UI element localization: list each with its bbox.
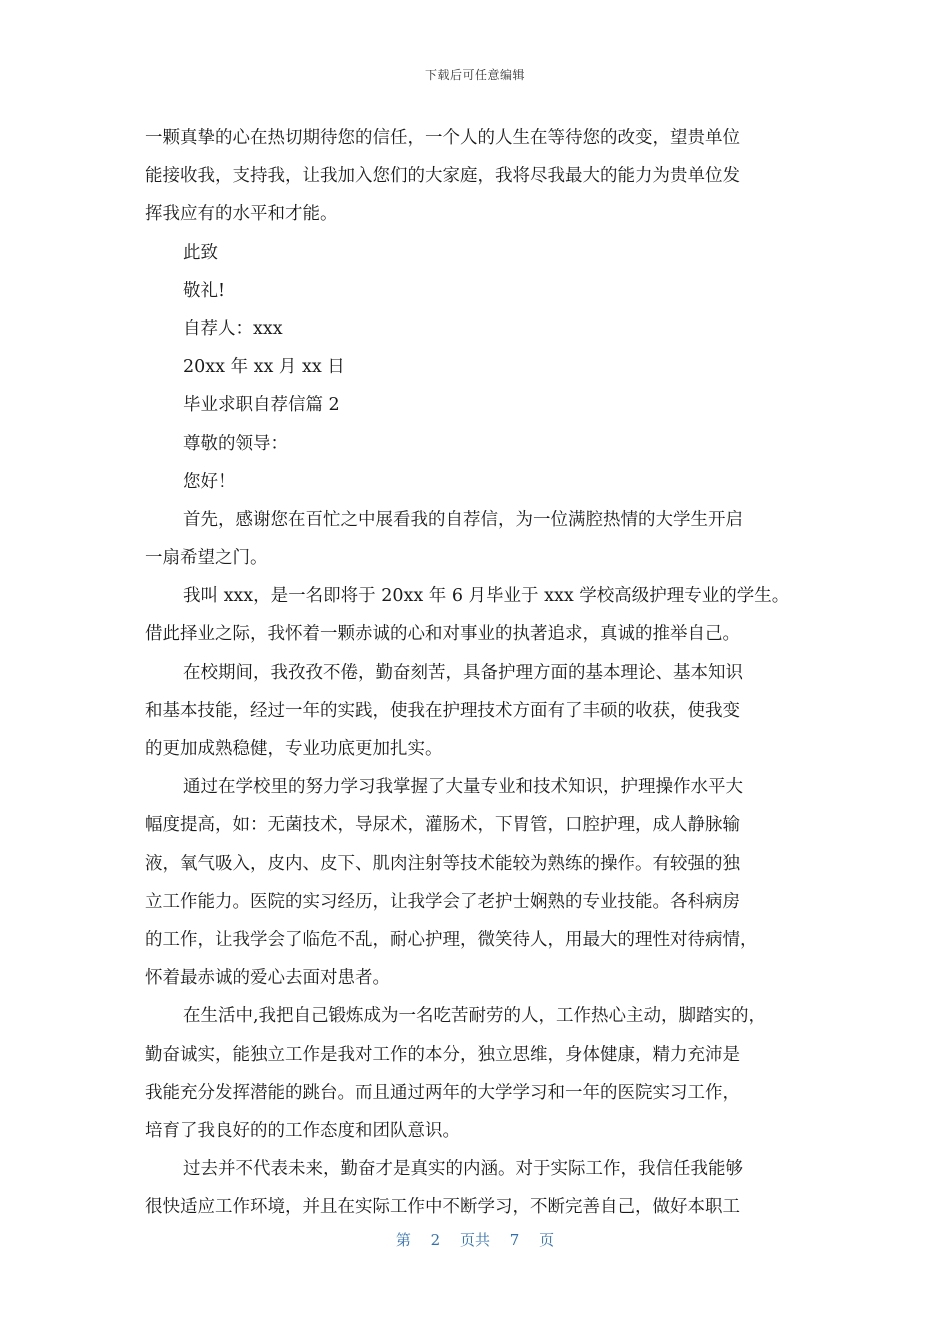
text-line: 首先，感谢您在百忙之中展看我的自荐信，为一位满腔热情的大学生开启	[183, 509, 743, 530]
text-line: 您好！	[183, 471, 236, 492]
page-number-footer	[0, 1229, 950, 1250]
document-body	[145, 119, 810, 1226]
text-line: 借此择业之际，我怀着一颗赤诚的心和对事业的执著追求，真诚的推举自己。	[145, 624, 740, 645]
text-line: 我叫 xxx，是一名即将于 20xx 年 6 月毕业于 xxx 学校高级护理专业的学生。	[183, 586, 790, 607]
text-line: 在校期间，我孜孜不倦，勤奋刻苦，具备护理方面的基本理论、基本知识	[183, 662, 743, 683]
header-note: 下载后可任意编辑	[424, 68, 525, 82]
text-line: 的更加成熟稳健，专业功底更加扎实。	[145, 739, 443, 759]
text-line: 通过在学校里的努力学习我掌握了大量专业和技术知识，护理操作水平大	[183, 777, 743, 798]
page-suffix: 页	[539, 1231, 555, 1249]
text-line: 在生活中,我把自己锻炼成为一名吃苦耐劳的人，工作热心主动，脚踏实的，	[183, 1006, 767, 1027]
text-line: 挥我应有的水平和才能。	[145, 204, 338, 225]
text-line: 能接收我，支持我，让我加入您们的大家庭，我将尽我最大的能力为贵单位发	[145, 166, 740, 187]
page-middle-text: 页共	[459, 1231, 490, 1249]
current-page-number: 2	[430, 1231, 441, 1249]
text-line: 培育了我良好的的工作态度和团队意识。	[145, 1120, 460, 1141]
text-line: 我能充分发挥潜能的跳台。而且通过两年的大学学习和一年的医院实习工作，	[145, 1082, 740, 1103]
total-pages-number: 7	[509, 1231, 520, 1249]
text-line: 液，氧气吸入，皮内、皮下、肌肉注射等技术能较为熟练的操作。有较强的独	[145, 853, 740, 874]
text-line: 的工作，让我学会了临危不乱，耐心护理，微笑待人，用最大的理性对待病情，	[145, 929, 758, 950]
page-prefix: 第	[395, 1231, 411, 1249]
text-line: 20xx 年 xx 月 xx 日	[183, 357, 345, 378]
text-line: 尊敬的领导：	[183, 433, 288, 454]
text-line: 立工作能力。医院的实习经历，让我学会了老护士娴熟的专业技能。各科病房	[145, 891, 740, 912]
text-line: 怀着最赤诚的爱心去面对患者。	[145, 968, 390, 989]
text-line: 一颗真挚的心在热切期待您的信任，一个人的人生在等待您的改变，望贵单位	[145, 128, 740, 148]
text-line: 敬礼!	[183, 280, 226, 301]
text-line: 幅度提高，如：无菌技术，导尿术，灌肠术，下胃管，口腔护理，成人静脉输	[145, 815, 740, 836]
text-line: 自荐人：xxx	[183, 318, 283, 339]
text-line: 和基本技能，经过一年的实践，使我在护理技术方面有了丰硕的收获，使我变	[145, 700, 740, 721]
text-line: 很快适应工作环境，并且在实际工作中不断学习，不断完善自己，做好本职工	[145, 1197, 740, 1218]
text-line: 过去并不代表未来，勤奋才是真实的内涵。对于实际工作，我信任我能够	[183, 1159, 743, 1180]
text-line: 毕业求职自荐信篇 2	[183, 395, 340, 416]
text-line: 勤奋诚实，能独立工作是我对工作的本分，独立思维，身体健康，精力充沛是	[145, 1044, 740, 1065]
text-line: 此致	[183, 242, 218, 263]
text-line: 一扇希望之门。	[145, 548, 268, 569]
